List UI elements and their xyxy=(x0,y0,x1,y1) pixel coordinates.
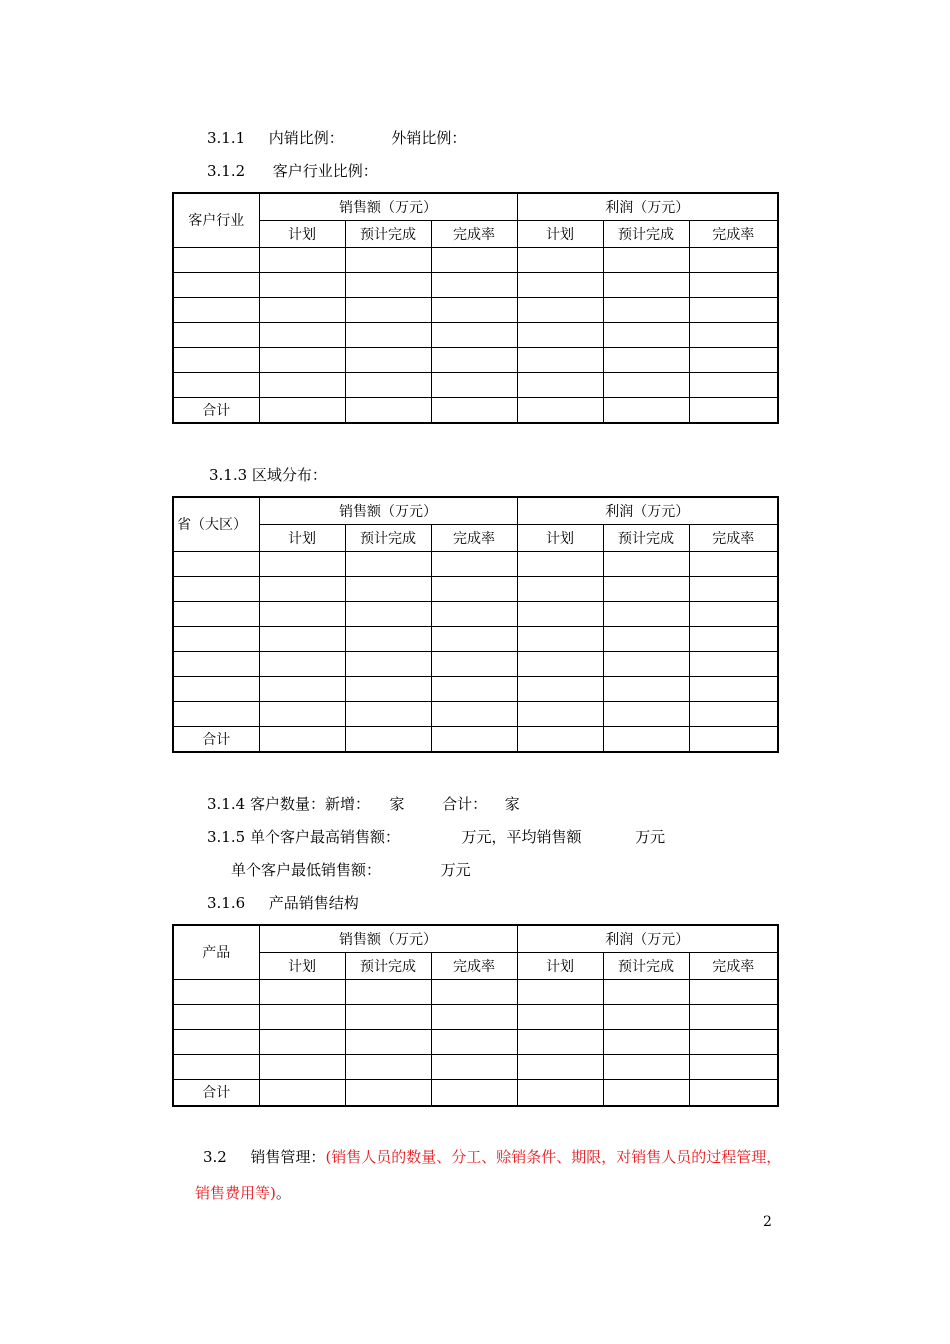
table-cell[interactable] xyxy=(689,272,778,297)
section-3-1-3 xyxy=(209,465,327,485)
table-row xyxy=(173,347,778,372)
col-group-sales: 销售额（万元） xyxy=(259,497,517,524)
table-cell[interactable] xyxy=(689,651,778,676)
table-cell[interactable] xyxy=(431,676,517,701)
table-cell[interactable] xyxy=(431,651,517,676)
page-number: 2 xyxy=(763,1214,772,1230)
table-cell[interactable] xyxy=(345,651,431,676)
section-3-1-4 xyxy=(207,794,520,814)
table-cell[interactable] xyxy=(259,1004,345,1029)
table-cell[interactable] xyxy=(517,272,603,297)
table-cell[interactable] xyxy=(689,726,778,752)
table-cell[interactable] xyxy=(259,601,345,626)
table-cell[interactable] xyxy=(603,372,689,397)
table-row xyxy=(173,1029,778,1054)
table-row xyxy=(173,247,778,272)
table-cell[interactable] xyxy=(517,626,603,651)
table-cell[interactable] xyxy=(689,322,778,347)
table-cell[interactable] xyxy=(603,651,689,676)
table-cell[interactable] xyxy=(517,1054,603,1079)
section-3-2 xyxy=(203,1147,781,1167)
col-header-forecast: 预计完成 xyxy=(603,220,689,247)
table-cell[interactable] xyxy=(517,247,603,272)
col-header-rate: 完成率 xyxy=(689,524,778,551)
table-cell[interactable] xyxy=(517,322,603,347)
table-cell[interactable] xyxy=(173,701,259,726)
avg-sales-label: 万元，平均销售额 xyxy=(461,828,582,846)
table-cell[interactable] xyxy=(517,297,603,322)
table-row xyxy=(173,297,778,322)
col-header-forecast: 预计完成 xyxy=(603,952,689,979)
table-cell[interactable] xyxy=(173,676,259,701)
table-cell[interactable] xyxy=(173,601,259,626)
table-cell[interactable] xyxy=(431,551,517,576)
table-cell[interactable] xyxy=(345,272,431,297)
table-cell[interactable] xyxy=(173,1054,259,1079)
table-cell[interactable] xyxy=(689,576,778,601)
table-cell[interactable] xyxy=(431,272,517,297)
table-cell[interactable] xyxy=(345,1079,431,1106)
section-detail: (销售人员的数量、分工、赊销条件、期限，对销售人员的过程管理， xyxy=(325,1148,782,1166)
table-cell[interactable] xyxy=(603,1054,689,1079)
table-cell[interactable] xyxy=(689,1029,778,1054)
new-customers-label: 客户数量：新增： xyxy=(249,795,370,813)
header-row xyxy=(173,497,778,524)
table-cell[interactable] xyxy=(345,1004,431,1029)
col-header-industry: 客户行业 xyxy=(173,193,259,247)
section-3-1-5 xyxy=(207,827,665,847)
section-3-1-6 xyxy=(207,893,359,913)
col-header-forecast: 预计完成 xyxy=(603,524,689,551)
table-cell[interactable] xyxy=(173,1004,259,1029)
table-cell[interactable] xyxy=(431,297,517,322)
section-number: 3.2 xyxy=(203,1148,227,1166)
table-cell[interactable] xyxy=(689,701,778,726)
table-row xyxy=(173,272,778,297)
table-cell[interactable] xyxy=(345,1054,431,1079)
table-cell[interactable] xyxy=(517,1004,603,1029)
total-label: 合计 xyxy=(173,397,259,423)
table-cell[interactable] xyxy=(603,247,689,272)
table-cell[interactable] xyxy=(431,626,517,651)
total-row xyxy=(173,1079,778,1106)
table-cell[interactable] xyxy=(689,347,778,372)
table-cell[interactable] xyxy=(259,576,345,601)
table-cell[interactable] xyxy=(259,626,345,651)
section-number: 3.1.4 xyxy=(207,795,246,813)
section-number: 3.1.6 xyxy=(207,894,246,912)
max-sales-label: 单个客户最高销售额： xyxy=(249,828,400,846)
table-cell[interactable] xyxy=(431,247,517,272)
table-cell[interactable] xyxy=(603,726,689,752)
table-row xyxy=(173,601,778,626)
table-cell[interactable] xyxy=(173,322,259,347)
table-cell[interactable] xyxy=(517,651,603,676)
table-row xyxy=(173,322,778,347)
table-row xyxy=(173,1004,778,1029)
table-cell[interactable] xyxy=(259,1029,345,1054)
col-group-profit: 利润（万元） xyxy=(517,193,778,220)
section-number: 3.1.1 xyxy=(207,129,246,147)
table-cell[interactable] xyxy=(689,397,778,423)
table-row xyxy=(173,651,778,676)
table-cell[interactable] xyxy=(259,676,345,701)
col-header-plan: 计划 xyxy=(517,524,603,551)
table-cell[interactable] xyxy=(431,322,517,347)
table-cell[interactable] xyxy=(603,601,689,626)
table-cell[interactable] xyxy=(259,1054,345,1079)
table-cell[interactable] xyxy=(603,322,689,347)
table-row xyxy=(173,1054,778,1079)
table-cell[interactable] xyxy=(603,1004,689,1029)
section-detail-continued: 销售费用等) xyxy=(195,1184,276,1202)
table-row xyxy=(173,701,778,726)
col-header-plan: 计划 xyxy=(259,524,345,551)
total-label: 合计 xyxy=(173,1079,259,1106)
col-header-plan: 计划 xyxy=(259,952,345,979)
table-cell[interactable] xyxy=(259,272,345,297)
table-cell[interactable] xyxy=(689,247,778,272)
table-cell[interactable] xyxy=(173,576,259,601)
table-cell[interactable] xyxy=(345,701,431,726)
table-cell[interactable] xyxy=(517,1029,603,1054)
table-cell[interactable] xyxy=(431,1029,517,1054)
table-cell[interactable] xyxy=(431,1004,517,1029)
total-customers-label: 合计： xyxy=(442,795,488,813)
header-row xyxy=(173,925,778,952)
table-cell[interactable] xyxy=(173,347,259,372)
col-header-plan: 计划 xyxy=(517,220,603,247)
unit-label: 万元 xyxy=(635,828,666,846)
table-cell[interactable] xyxy=(173,1029,259,1054)
product-sales-table xyxy=(172,924,779,1107)
table-cell[interactable] xyxy=(431,726,517,752)
table-cell[interactable] xyxy=(345,297,431,322)
table-cell[interactable] xyxy=(173,272,259,297)
table-cell[interactable] xyxy=(345,1029,431,1054)
section-number: 3.1.5 xyxy=(207,828,246,846)
table-row xyxy=(173,576,778,601)
table-cell[interactable] xyxy=(517,576,603,601)
domestic-ratio-label: 内销比例： xyxy=(268,129,344,147)
table-cell[interactable] xyxy=(689,297,778,322)
table-cell[interactable] xyxy=(431,1054,517,1079)
table-cell[interactable] xyxy=(431,372,517,397)
table-cell[interactable] xyxy=(689,372,778,397)
table-cell[interactable] xyxy=(259,397,345,423)
table-cell[interactable] xyxy=(517,347,603,372)
table-cell[interactable] xyxy=(259,297,345,322)
table-cell[interactable] xyxy=(431,979,517,1004)
section-title: 客户行业比例： xyxy=(272,162,378,180)
table-row xyxy=(173,551,778,576)
table-cell[interactable] xyxy=(603,551,689,576)
section-number: 3.1.2 xyxy=(207,162,246,180)
section-3-1-2 xyxy=(207,161,378,181)
table-cell[interactable] xyxy=(173,979,259,1004)
table-cell[interactable] xyxy=(603,626,689,651)
sentence-end: 。 xyxy=(275,1184,291,1202)
table-cell[interactable] xyxy=(517,397,603,423)
table-cell[interactable] xyxy=(259,347,345,372)
table-cell[interactable] xyxy=(603,1029,689,1054)
total-row xyxy=(173,397,778,423)
col-header-rate: 完成率 xyxy=(689,220,778,247)
table-cell[interactable] xyxy=(173,372,259,397)
total-row xyxy=(173,726,778,752)
table-cell[interactable] xyxy=(431,601,517,626)
table-row xyxy=(173,979,778,1004)
table-row xyxy=(173,676,778,701)
export-ratio-label: 外销比例： xyxy=(391,129,467,147)
col-header-rate: 完成率 xyxy=(431,524,517,551)
table-cell[interactable] xyxy=(345,397,431,423)
table-cell[interactable] xyxy=(689,1079,778,1106)
table-cell[interactable] xyxy=(259,651,345,676)
table-cell[interactable] xyxy=(517,726,603,752)
table-cell[interactable] xyxy=(345,372,431,397)
table-cell[interactable] xyxy=(345,626,431,651)
table-cell[interactable] xyxy=(259,372,345,397)
table-cell[interactable] xyxy=(345,576,431,601)
table-cell[interactable] xyxy=(689,626,778,651)
table-cell[interactable] xyxy=(345,322,431,347)
table-cell[interactable] xyxy=(259,247,345,272)
col-header-forecast: 预计完成 xyxy=(345,220,431,247)
table-cell[interactable] xyxy=(173,297,259,322)
table-cell[interactable] xyxy=(173,651,259,676)
unit-label: 万元 xyxy=(440,861,471,879)
table-cell[interactable] xyxy=(431,1079,517,1106)
table-cell[interactable] xyxy=(603,347,689,372)
table-cell[interactable] xyxy=(431,397,517,423)
section-3-1-1 xyxy=(207,128,466,148)
col-group-profit: 利润（万元） xyxy=(517,925,778,952)
table-cell[interactable] xyxy=(603,676,689,701)
section-3-2-continued xyxy=(195,1183,291,1203)
table-cell[interactable] xyxy=(689,676,778,701)
table-cell[interactable] xyxy=(689,1004,778,1029)
col-header-plan: 计划 xyxy=(259,220,345,247)
table-cell[interactable] xyxy=(345,247,431,272)
table-cell[interactable] xyxy=(259,701,345,726)
table-cell[interactable] xyxy=(259,1079,345,1106)
min-sales-line xyxy=(231,860,471,880)
col-header-rate: 完成率 xyxy=(431,220,517,247)
table-cell[interactable] xyxy=(345,726,431,752)
col-header-product: 产品 xyxy=(173,925,259,979)
unit-label: 家 xyxy=(389,795,405,813)
col-header-forecast: 预计完成 xyxy=(345,952,431,979)
table-cell[interactable] xyxy=(603,701,689,726)
table-cell[interactable] xyxy=(259,979,345,1004)
section-title: 3.1.3 区域分布： xyxy=(209,466,327,484)
unit-label: 家 xyxy=(504,795,520,813)
table-row xyxy=(173,626,778,651)
table-cell[interactable] xyxy=(603,272,689,297)
table-cell[interactable] xyxy=(603,979,689,1004)
min-sales-label: 单个客户最低销售额： xyxy=(231,861,382,879)
col-group-sales: 销售额（万元） xyxy=(259,193,517,220)
col-header-province: 省（大区） xyxy=(173,497,259,551)
col-header-rate: 完成率 xyxy=(431,952,517,979)
table-cell[interactable] xyxy=(689,979,778,1004)
table-cell[interactable] xyxy=(603,576,689,601)
table-cell[interactable] xyxy=(603,297,689,322)
table-cell[interactable] xyxy=(345,601,431,626)
section-title: 销售管理： xyxy=(250,1148,326,1166)
customer-industry-table xyxy=(172,192,779,424)
header-row xyxy=(173,193,778,220)
table-cell[interactable] xyxy=(259,551,345,576)
region-distribution-table xyxy=(172,496,779,753)
table-cell[interactable] xyxy=(259,726,345,752)
table-cell[interactable] xyxy=(345,676,431,701)
subheader-row xyxy=(173,220,778,247)
table-cell[interactable] xyxy=(689,601,778,626)
table-cell[interactable] xyxy=(259,322,345,347)
table-row xyxy=(173,372,778,397)
col-header-forecast: 预计完成 xyxy=(345,524,431,551)
table-cell[interactable] xyxy=(173,551,259,576)
table-cell[interactable] xyxy=(517,676,603,701)
table-cell[interactable] xyxy=(603,1079,689,1106)
col-group-profit: 利润（万元） xyxy=(517,497,778,524)
table-cell[interactable] xyxy=(431,576,517,601)
table-cell[interactable] xyxy=(517,701,603,726)
table-cell[interactable] xyxy=(517,1079,603,1106)
table-cell[interactable] xyxy=(431,347,517,372)
col-group-sales: 销售额（万元） xyxy=(259,925,517,952)
table-cell[interactable] xyxy=(517,372,603,397)
col-header-rate: 完成率 xyxy=(689,952,778,979)
table-cell[interactable] xyxy=(173,247,259,272)
table-cell[interactable] xyxy=(689,1054,778,1079)
col-header-plan: 计划 xyxy=(517,952,603,979)
total-label: 合计 xyxy=(173,726,259,752)
table-cell[interactable] xyxy=(345,979,431,1004)
table-cell[interactable] xyxy=(345,347,431,372)
table-cell[interactable] xyxy=(345,551,431,576)
table-cell[interactable] xyxy=(173,626,259,651)
table-cell[interactable] xyxy=(603,397,689,423)
table-cell[interactable] xyxy=(517,601,603,626)
table-cell[interactable] xyxy=(431,701,517,726)
section-title: 产品销售结构 xyxy=(268,894,359,912)
subheader-row xyxy=(173,524,778,551)
table-cell[interactable] xyxy=(517,551,603,576)
subheader-row xyxy=(173,952,778,979)
table-cell[interactable] xyxy=(517,979,603,1004)
table-cell[interactable] xyxy=(689,551,778,576)
